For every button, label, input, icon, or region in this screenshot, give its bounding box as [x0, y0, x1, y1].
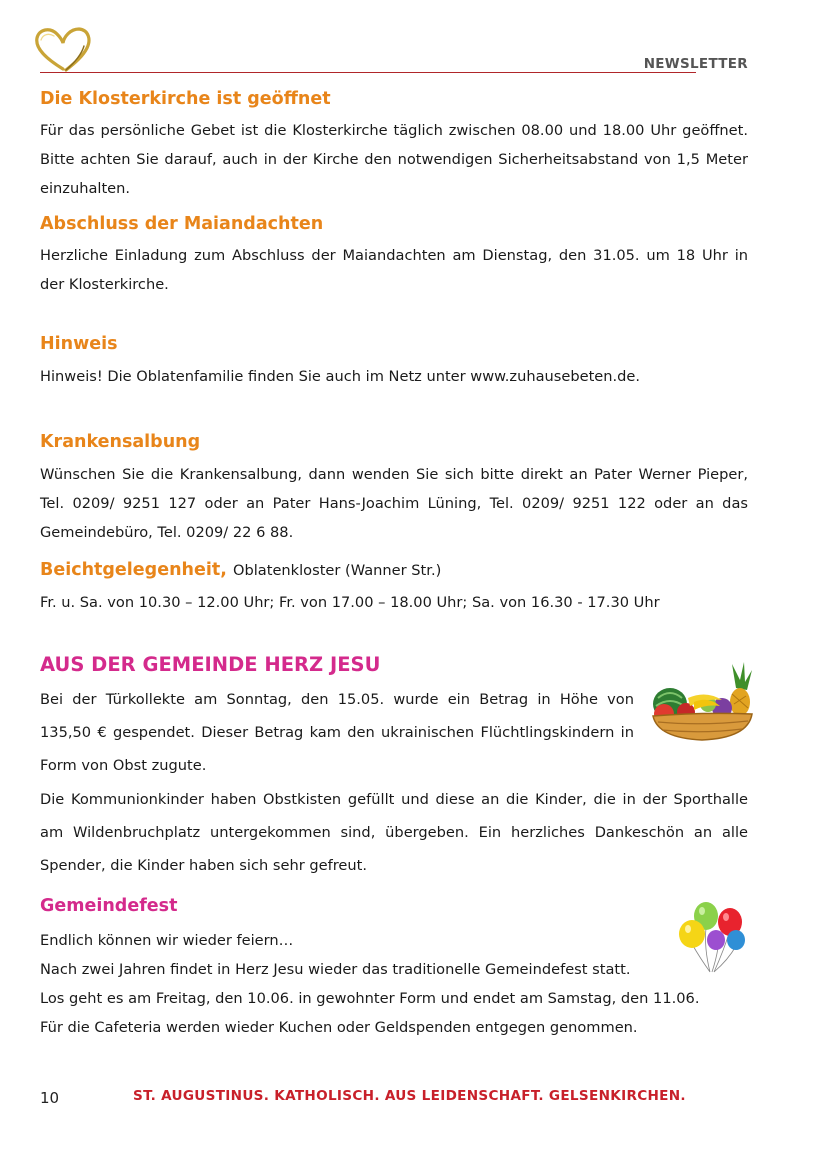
herz-jesu-text-1: Bei der Türkollekte am Sonntag, den 15.05. wurde ein Betrag in Höhe von 135,50 € gespendet. Dieser Betrag kam den ukrainischen Flüchtlingskindern in Form von Obst zugute. — [40, 691, 634, 774]
fruit-basket-icon — [648, 658, 756, 744]
herz-jesu-heading: AUS DER GEMEINDE HERZ JESU — [40, 653, 381, 676]
beichte-location: Oblatenkloster (Wanner Str.) — [232, 562, 442, 579]
newsletter-label: NEWSLETTER — [643, 56, 748, 72]
krankensalbung-heading: Krankensalbung — [40, 432, 201, 452]
page-number: 10 — [40, 1089, 60, 1107]
gemeindefest-heading: Gemeindefest — [40, 896, 178, 916]
klosterkirche-heading: Die Klosterkirche ist geöffnet — [40, 89, 331, 109]
header-divider — [40, 72, 696, 73]
balloons-icon — [674, 898, 752, 976]
gemeindefest-line-2: Nach zwei Jahren findet in Herz Jesu wieder das traditionelle Gemeindefest statt. — [40, 961, 631, 978]
beichte-title: Beichtgelegenheit, — [40, 560, 227, 580]
klosterkirche-text: Für das persönliche Gebet ist die Klosterkirche täglich zwischen 08.00 und 18.00 Uhr geöffnet. Bitte achten Sie darauf, auch in der Kirche den notwendigen Sicherheitsabstand von 1,5 Meter einzuhalten. — [40, 122, 748, 197]
hinweis-text: Hinweis! Die Oblatenfamilie finden Sie auch im Netz unter www.zuhausebeten.de. — [40, 368, 641, 385]
footer-slogan: ST. AUGUSTINUS. KATHOLISCH. AUS LEIDENSCHAFT. GELSENKIRCHEN. — [133, 1088, 686, 1104]
krankensalbung-text: Wünschen Sie die Krankensalbung, dann wenden Sie sich bitte direkt an Pater Werner Pieper, Tel. 0209/ 9251 127 oder an Pater Hans-Joachim Lüning, Tel. 0209/ 9251 122 oder an das Gemeindebüro, Tel. 0209/ 22 6 88. — [40, 466, 748, 541]
maiandachten-text: Herzliche Einladung zum Abschluss der Maiandachten am Dienstag, den 31.05. um 18 Uhr in der Klosterkirche. — [40, 247, 748, 293]
hinweis-heading: Hinweis — [40, 334, 118, 354]
gemeindefest-line-3: Los geht es am Freitag, den 10.06. in gewohnter Form und endet am Samstag, den 11.06. — [40, 990, 700, 1007]
beichte-heading — [40, 560, 441, 580]
herz-jesu-text-2: Die Kommunionkinder haben Obstkisten gefüllt und diese an die Kinder, die in der Sporthalle am Wildenbruchplatz untergekommen sind, übergeben. Ein herzliches Dankeschön an alle Spender, die Kinder haben sich sehr gefreut. — [40, 791, 748, 874]
beichte-times: Fr. u. Sa. von 10.30 – 12.00 Uhr; Fr. von 17.00 – 18.00 Uhr; Sa. von 16.30 - 17.30 Uhr — [40, 594, 660, 611]
heart-logo-icon — [33, 26, 93, 72]
gemeindefest-line-1: Endlich können wir wieder feiern… — [40, 932, 294, 949]
maiandachten-heading: Abschluss der Maiandachten — [40, 214, 324, 234]
gemeindefest-line-4: Für die Cafeteria werden wieder Kuchen oder Geldspenden entgegen genommen. — [40, 1019, 638, 1036]
